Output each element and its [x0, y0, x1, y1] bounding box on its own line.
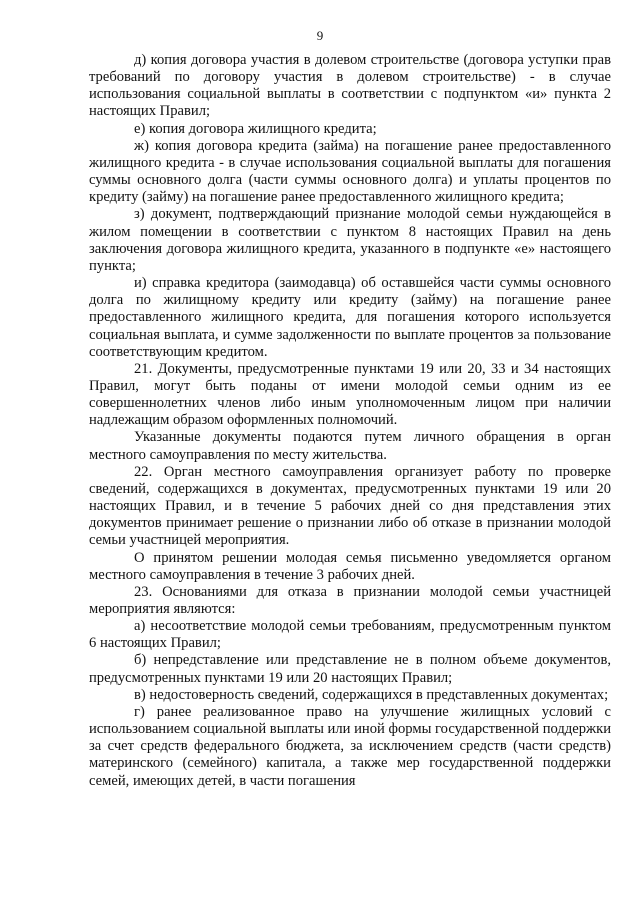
paragraph-subitem-e: е) копия договора жилищного кредита;	[134, 120, 377, 137]
paragraph-item-22-notification: О принятом решении молодая семья письменно уведомляется органом местного самоуправления в течение 3 рабочих дней.	[89, 549, 611, 583]
paragraph-subitem-zh: ж) копия договора кредита (займа) на погашение ранее предоставленного жилищного кредита - в случае использования социальной выплаты для погашения суммы основного долга (части суммы основного долга) и уплаты процентов по кредиту (займу) на погашение ранее предоставленного жилищного кредита;	[89, 137, 611, 206]
paragraph-item-22: 22. Орган местного самоуправления организует работу по проверке сведений, содержащихся в документах, предусмотренных пунктами 19 или 20 настоящих Правил, и в течение 5 рабочих дней со дня представления этих документов принимает решение о признании либо об отказе в признании молодой семьи участницей мероприятия.	[89, 463, 611, 549]
paragraph-ground-a: а) несоответствие молодой семьи требованиям, предусмотренным пунктом 6 настоящих Правил;	[89, 618, 611, 652]
document-body	[89, 52, 611, 790]
paragraph-ground-b: б) непредставление или представление не в полном объеме документов, предусмотренных пунктами 19 или 20 настоящих Правил;	[89, 652, 611, 686]
paragraph-item-23: 23. Основаниями для отказа в признании молодой семьи участницей мероприятия являются:	[89, 583, 611, 617]
page-number: 9	[316, 28, 324, 43]
paragraph-item-21: 21. Документы, предусмотренные пунктами 19 или 20, 33 и 34 настоящих Правил, могут быть поданы от имени молодой семьи одним из ее совершеннолетних членов либо иным уполномоченным лицом при наличии надлежащим образом оформленных полномочий.	[89, 360, 611, 429]
paragraph-item-21-submission: Указанные документы подаются путем личного обращения в орган местного самоуправления по месту жительства.	[89, 429, 611, 463]
paragraph-subitem-z: з) документ, подтверждающий признание молодой семьи нуждающейся в жилом помещении в соответствии с пунктом 8 настоящих Правил на день заключения договора жилищного кредита, указанного в подпункте «е» настоящего пункта;	[89, 206, 611, 274]
paragraph-ground-g: г) ранее реализованное право на улучшение жилищных условий с использованием социальной выплаты или иной формы государственной поддержки за счет средств федерального бюджета, за исключением средств (части средств) материнского (семейного) капитала, а также мер государственной поддержки семей, имеющих детей, в части погашения	[89, 703, 611, 789]
paragraph-subitem-i: и) справка кредитора (заимодавца) об оставшейся части суммы основного долга по жилищному кредиту или кредиту (займу) на погашение ранее предоставленного жилищного кредита, для погашения которого используется социальная выплата, и сумме задолженности по выплате процентов за пользование соответствующим кредитом.	[89, 275, 611, 360]
paragraph-ground-v: в) недостоверность сведений, содержащихся в представленных документах;	[134, 686, 609, 703]
paragraph-subitem-d: д) копия договора участия в долевом строительстве (договора уступки прав требований по договору участия в долевом строительстве) - в случае использования социальной выплаты в соответствии с подпунктом «и» пункта 2 настоящих Правил;	[89, 52, 611, 120]
